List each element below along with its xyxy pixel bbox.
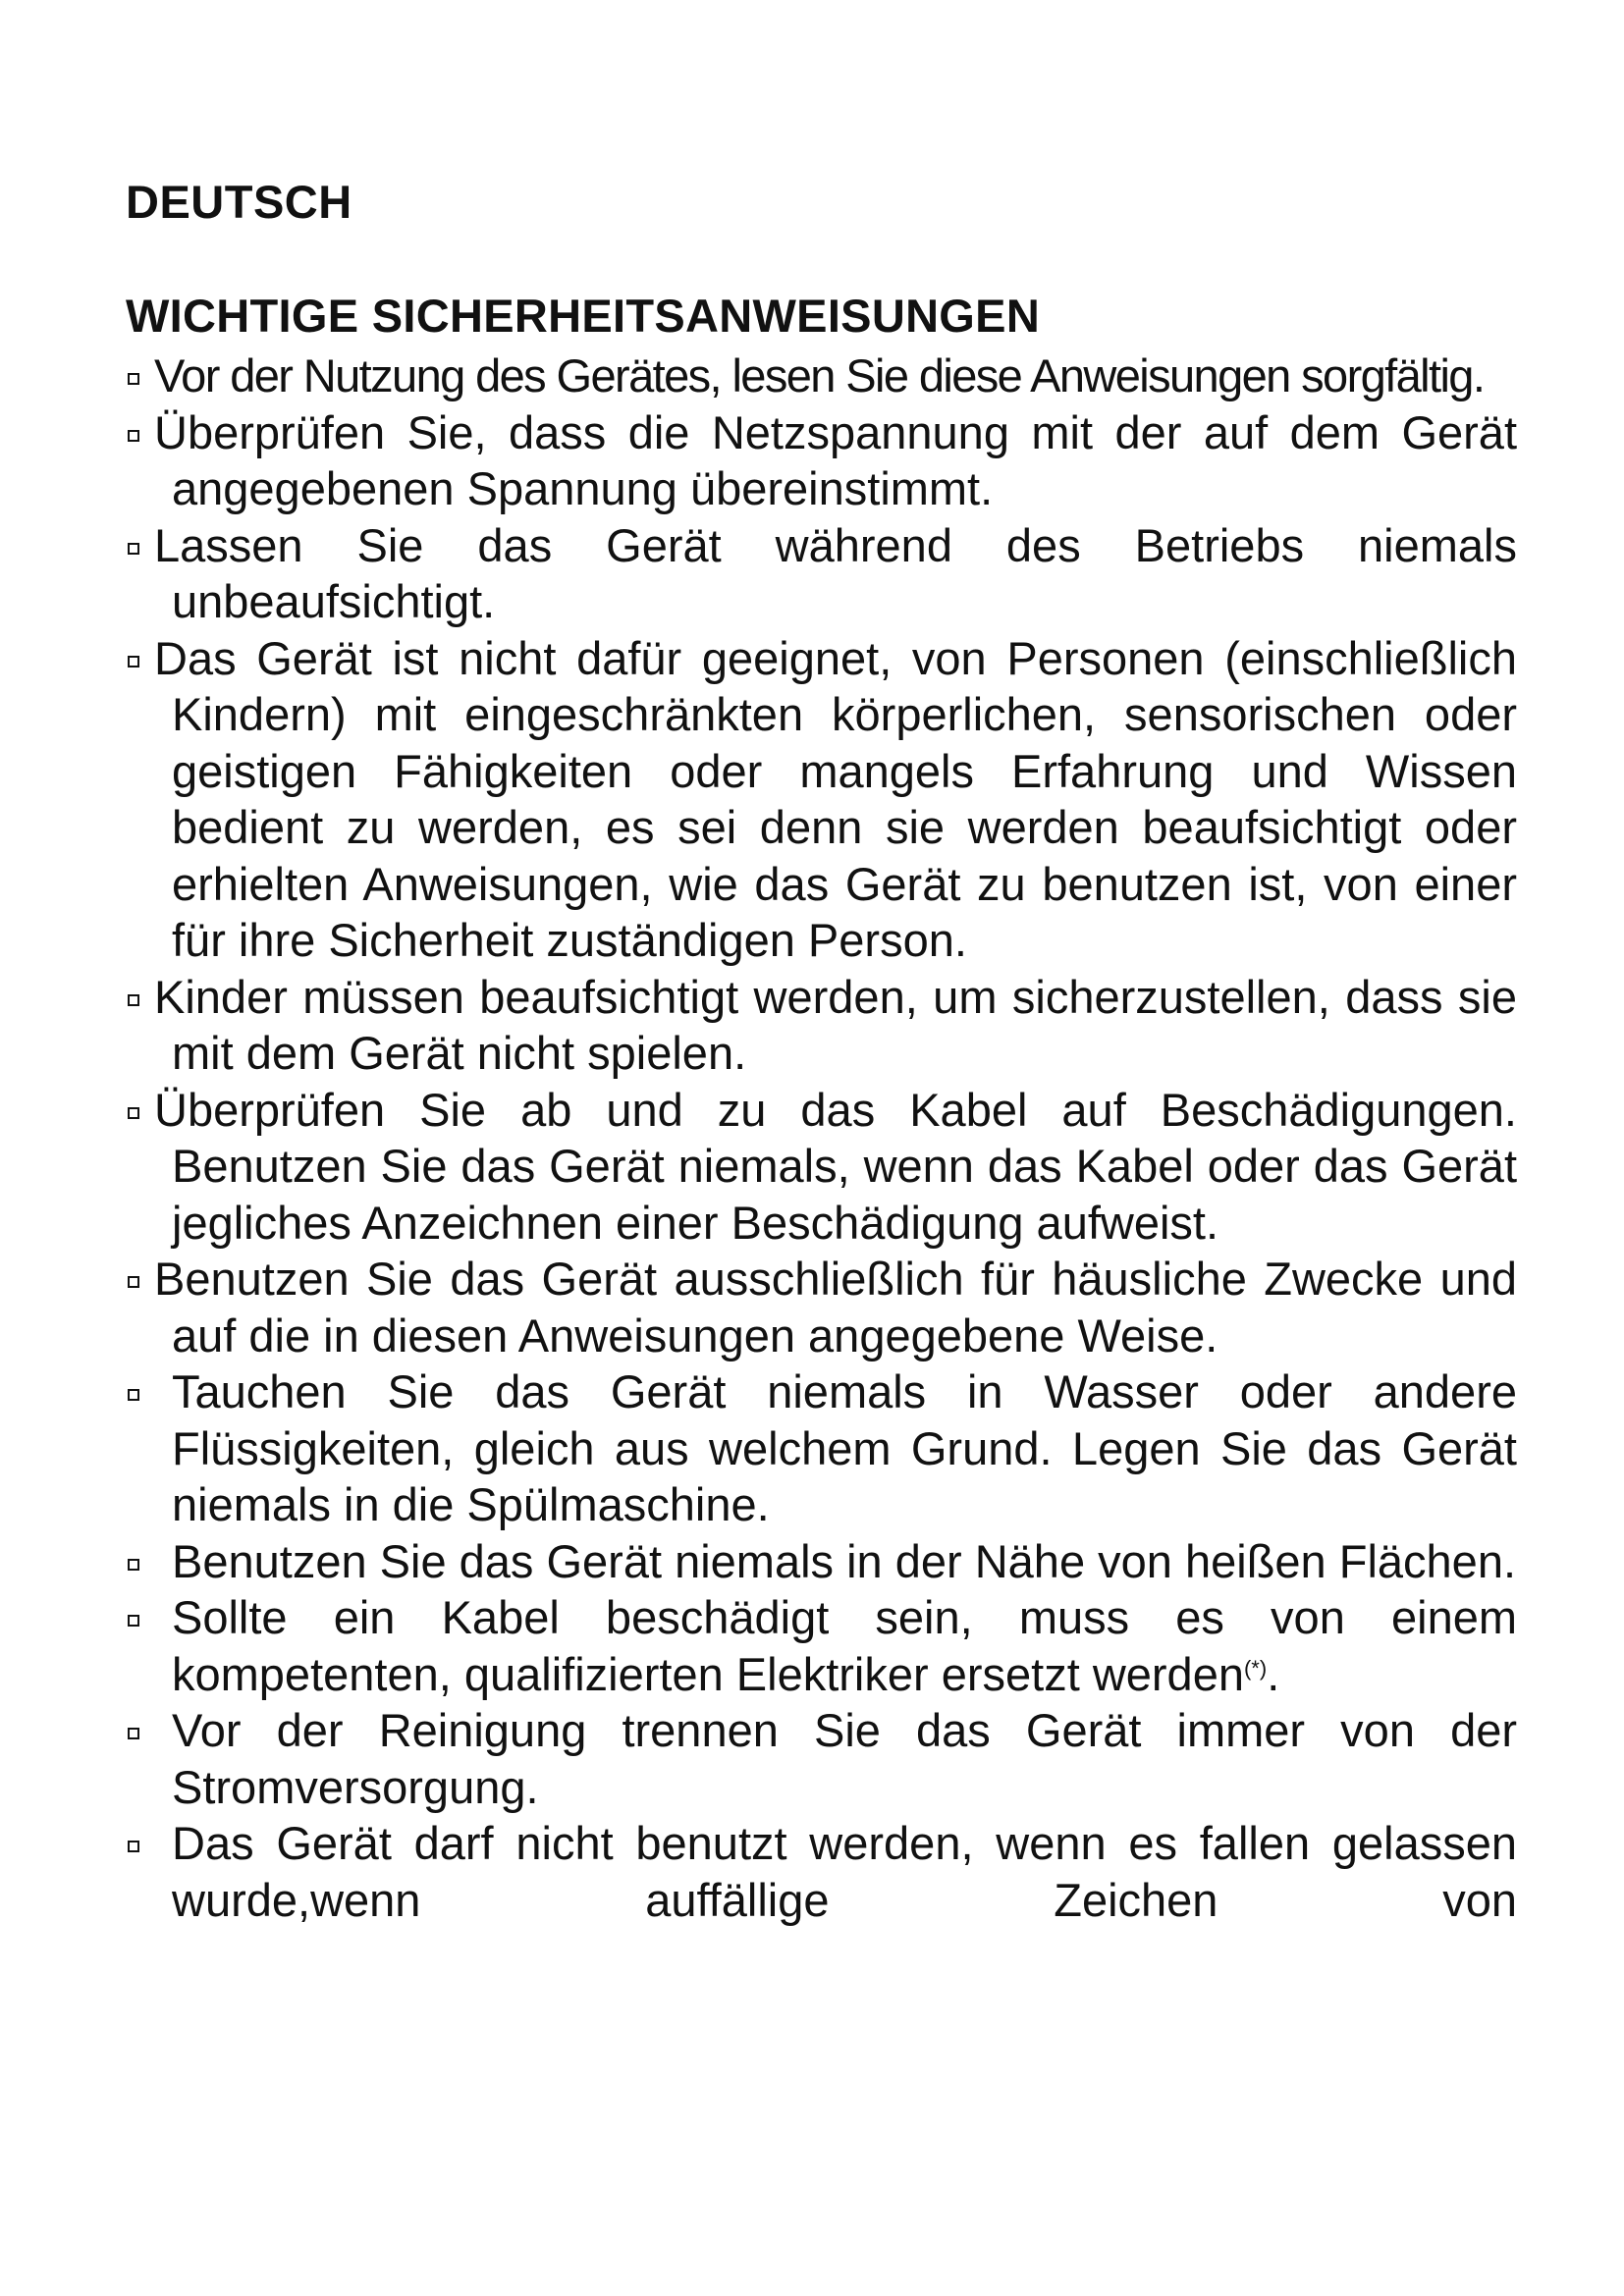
language-heading: DEUTSCH — [126, 176, 352, 228]
list-item — [0, 1589, 1624, 1702]
list-item — [0, 1533, 1624, 1590]
list-item-text: Tauchen Sie das Gerät niemals in Wasser oder andere Flüssigkeiten, gleich aus welchem Grund. Legen Sie das Gerät niemals in die Spülmaschine. — [172, 1365, 1517, 1530]
list-item-text: Vor der Reinigung trennen Sie das Gerät immer von der Stromversorgung. — [172, 1704, 1517, 1813]
square-bullet-icon — [128, 543, 139, 555]
list-item-text: Überprüfen Sie, dass die Netzspannung mit der auf dem Gerät angegebenen Spannung übereinstimmt. — [154, 405, 1517, 514]
list-item-text: Benutzen Sie das Gerät ausschließlich für häusliche Zwecke und auf die in diesen Anweisungen angegebene Weise. — [154, 1253, 1517, 1362]
list-item-text: Sollte ein Kabel beschädigt sein, muss es von einem kompetenten, qualifizierten Elektriker ersetzt werden — [172, 1591, 1517, 1700]
list-item — [0, 1251, 1624, 1363]
square-bullet-icon — [128, 430, 139, 442]
section-title: WICHTIGE SICHERHEITSANWEISUNGEN — [126, 290, 1041, 342]
footnote-marker: (*) — [1243, 1655, 1268, 1681]
list-item — [0, 404, 1624, 517]
square-bullet-icon — [128, 1559, 139, 1571]
list-item-text: Kinder müssen beaufsichtigt werden, um sicherzustellen, dass sie mit dem Gerät nicht spielen. — [154, 970, 1517, 1079]
square-bullet-icon — [128, 1841, 139, 1852]
list-item-text: Überprüfen Sie ab und zu das Kabel auf Beschädigungen. Benutzen Sie das Gerät niemals, wenn das Kabel oder das Gerät jegliches Anzeichnen einer Beschädigung aufweist. — [154, 1083, 1517, 1249]
list-item — [0, 517, 1624, 630]
list-item — [0, 969, 1624, 1082]
list-item — [0, 1702, 1624, 1815]
square-bullet-icon — [128, 1276, 139, 1288]
square-bullet-icon — [128, 1728, 139, 1739]
list-item — [0, 1815, 1624, 1928]
list-item — [0, 630, 1624, 969]
square-bullet-icon — [128, 656, 139, 667]
square-bullet-icon — [128, 1389, 139, 1401]
list-item — [0, 1082, 1624, 1252]
list-item-text: Lassen Sie das Gerät während des Betriebs niemals unbeaufsichtigt. — [154, 518, 1517, 627]
list-item-text: Benutzen Sie das Gerät niemals in der Nähe von heißen Flächen. — [172, 1534, 1517, 1587]
square-bullet-icon — [128, 1107, 139, 1119]
list-item-text: Das Gerät ist nicht dafür geeignet, von Personen (einschließlich Kindern) mit eingeschränkten körperlichen, sensorischen oder geistigen Fähigkeiten oder mangels Erfahrung und Wissen bedient zu werden, es sei denn sie werden beaufsichtigt oder erhielten Anweisungen, wie das Gerät zu benutzen ist, von einer für ihre Sicherheit zuständigen Person. — [154, 631, 1517, 966]
list-item-suffix: . — [1267, 1647, 1280, 1700]
list-item — [0, 347, 1624, 404]
square-bullet-icon — [128, 1615, 139, 1627]
square-bullet-icon — [128, 373, 139, 385]
square-bullet-icon — [128, 994, 139, 1006]
list-item-text: Vor der Nutzung des Gerätes, lesen Sie diese Anweisungen sorgfältig. — [154, 349, 1485, 401]
safety-instructions-list — [0, 347, 1624, 1928]
list-item — [0, 1363, 1624, 1533]
list-item-text: Das Gerät darf nicht benutzt werden, wenn es fallen gelassen wurde,wenn auffällige Zeichen von — [172, 1817, 1517, 1926]
